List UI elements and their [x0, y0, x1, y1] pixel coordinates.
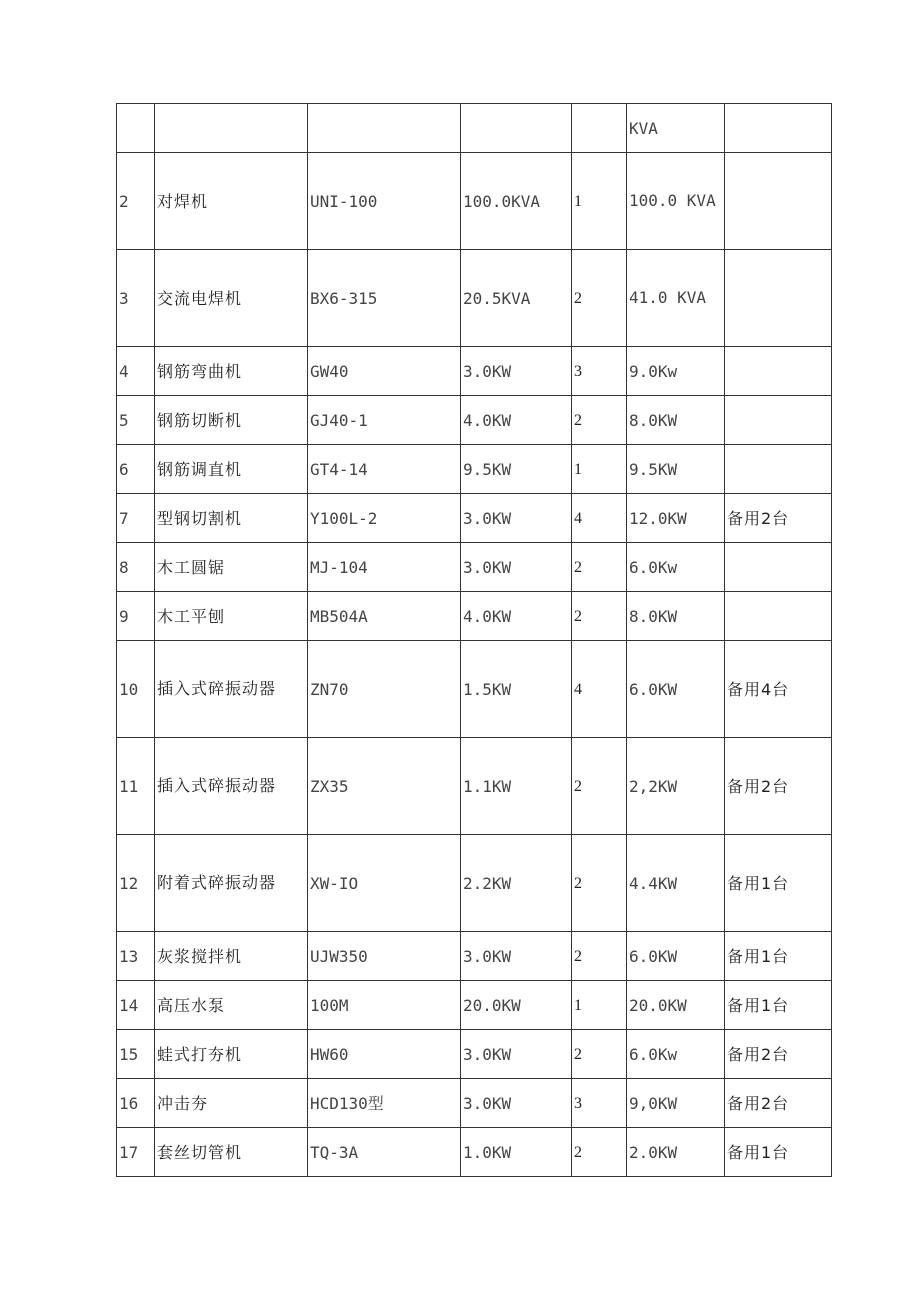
- table-row: [117, 592, 832, 641]
- cell-rated-power: 3.0KW: [461, 1079, 572, 1128]
- table-row: [117, 641, 832, 738]
- cell-model-number: ZX35: [308, 738, 461, 835]
- cell-equipment-name: 型钢切割机: [155, 494, 308, 543]
- table-row: [117, 494, 832, 543]
- cell-quantity: 2: [572, 738, 627, 835]
- cell-model-number: TQ-3A: [308, 1128, 461, 1177]
- cell-quantity: 2: [572, 1030, 627, 1079]
- cell-rated-power: 20.0KW: [461, 981, 572, 1030]
- cell-rated-power: [461, 104, 572, 153]
- cell-total-power: 8.0KW: [627, 396, 725, 445]
- table-row: [117, 981, 832, 1030]
- cell-row-number: 9: [117, 592, 155, 641]
- cell-remark: [725, 592, 832, 641]
- cell-total-power: 20.0KW: [627, 981, 725, 1030]
- cell-quantity: 2: [572, 396, 627, 445]
- cell-rated-power: 4.0KW: [461, 592, 572, 641]
- table-row: [117, 445, 832, 494]
- cell-remark: 备用2台: [725, 494, 832, 543]
- cell-row-number: 13: [117, 932, 155, 981]
- cell-equipment-name: 蛙式打夯机: [155, 1030, 308, 1079]
- cell-row-number: 12: [117, 835, 155, 932]
- cell-model-number: MJ-104: [308, 543, 461, 592]
- cell-row-number: 15: [117, 1030, 155, 1079]
- table-row: [117, 153, 832, 250]
- cell-row-number: [117, 104, 155, 153]
- cell-rated-power: 100.0KVA: [461, 153, 572, 250]
- cell-total-power: 6.0KW: [627, 932, 725, 981]
- cell-rated-power: 1.0KW: [461, 1128, 572, 1177]
- cell-row-number: 8: [117, 543, 155, 592]
- equipment-table-body: [117, 104, 832, 1177]
- cell-row-number: 2: [117, 153, 155, 250]
- cell-model-number: GT4-14: [308, 445, 461, 494]
- cell-rated-power: 9.5KW: [461, 445, 572, 494]
- table-row: [117, 104, 832, 153]
- table-row: [117, 1079, 832, 1128]
- cell-quantity: 2: [572, 543, 627, 592]
- cell-equipment-name: 高压水泵: [155, 981, 308, 1030]
- cell-quantity: 4: [572, 641, 627, 738]
- cell-quantity: 1: [572, 153, 627, 250]
- table-row: [117, 347, 832, 396]
- cell-rated-power: 2.2KW: [461, 835, 572, 932]
- cell-equipment-name: 插入式碎振动器: [155, 738, 308, 835]
- cell-row-number: 5: [117, 396, 155, 445]
- cell-equipment-name: 套丝切管机: [155, 1128, 308, 1177]
- cell-model-number: ZN70: [308, 641, 461, 738]
- cell-total-power: 6.0Kw: [627, 543, 725, 592]
- cell-equipment-name: 钢筋切断机: [155, 396, 308, 445]
- cell-row-number: 4: [117, 347, 155, 396]
- cell-quantity: 2: [572, 250, 627, 347]
- table-row: [117, 738, 832, 835]
- cell-total-power: 2.0KW: [627, 1128, 725, 1177]
- cell-remark: [725, 153, 832, 250]
- cell-total-power: 41.0 KVA: [627, 250, 725, 347]
- cell-equipment-name: 木工平刨: [155, 592, 308, 641]
- cell-rated-power: 1.1KW: [461, 738, 572, 835]
- cell-equipment-name: 插入式碎振动器: [155, 641, 308, 738]
- cell-rated-power: 3.0KW: [461, 494, 572, 543]
- cell-model-number: 100M: [308, 981, 461, 1030]
- cell-remark: 备用1台: [725, 932, 832, 981]
- cell-equipment-name: 冲击夯: [155, 1079, 308, 1128]
- cell-model-number: MB504A: [308, 592, 461, 641]
- cell-model-number: UNI-100: [308, 153, 461, 250]
- cell-total-power: 6.0KW: [627, 641, 725, 738]
- table-row: [117, 396, 832, 445]
- cell-remark: [725, 250, 832, 347]
- cell-rated-power: 20.5KVA: [461, 250, 572, 347]
- cell-model-number: GW40: [308, 347, 461, 396]
- cell-rated-power: 3.0KW: [461, 543, 572, 592]
- cell-equipment-name: 灰浆搅拌机: [155, 932, 308, 981]
- equipment-table: [116, 103, 832, 1177]
- cell-remark: [725, 396, 832, 445]
- cell-model-number: HW60: [308, 1030, 461, 1079]
- cell-row-number: 10: [117, 641, 155, 738]
- cell-equipment-name: [155, 104, 308, 153]
- cell-equipment-name: 钢筋弯曲机: [155, 347, 308, 396]
- cell-rated-power: 3.0KW: [461, 932, 572, 981]
- cell-row-number: 7: [117, 494, 155, 543]
- cell-total-power: 8.0KW: [627, 592, 725, 641]
- cell-remark: 备用1台: [725, 835, 832, 932]
- cell-model-number: [308, 104, 461, 153]
- table-row: [117, 835, 832, 932]
- cell-rated-power: 1.5KW: [461, 641, 572, 738]
- cell-row-number: 17: [117, 1128, 155, 1177]
- cell-total-power: 6.0Kw: [627, 1030, 725, 1079]
- table-row: [117, 250, 832, 347]
- cell-remark: [725, 104, 832, 153]
- cell-model-number: HCD130型: [308, 1079, 461, 1128]
- cell-model-number: Y100L-2: [308, 494, 461, 543]
- cell-row-number: 16: [117, 1079, 155, 1128]
- cell-rated-power: 3.0KW: [461, 347, 572, 396]
- cell-total-power: 100.0 KVA: [627, 153, 725, 250]
- cell-total-power: 9.0Kw: [627, 347, 725, 396]
- cell-equipment-name: 对焊机: [155, 153, 308, 250]
- cell-equipment-name: 附着式碎振动器: [155, 835, 308, 932]
- cell-model-number: XW-IO: [308, 835, 461, 932]
- cell-remark: 备用1台: [725, 1128, 832, 1177]
- cell-remark: 备用4台: [725, 641, 832, 738]
- cell-total-power: 9.5KW: [627, 445, 725, 494]
- cell-total-power: 2,2KW: [627, 738, 725, 835]
- cell-quantity: 3: [572, 347, 627, 396]
- cell-remark: [725, 347, 832, 396]
- cell-quantity: 4: [572, 494, 627, 543]
- cell-row-number: 11: [117, 738, 155, 835]
- cell-rated-power: 3.0KW: [461, 1030, 572, 1079]
- cell-row-number: 6: [117, 445, 155, 494]
- cell-rated-power: 4.0KW: [461, 396, 572, 445]
- table-row: [117, 932, 832, 981]
- cell-quantity: 2: [572, 835, 627, 932]
- cell-row-number: 14: [117, 981, 155, 1030]
- table-row: [117, 543, 832, 592]
- cell-remark: 备用2台: [725, 1030, 832, 1079]
- cell-quantity: 2: [572, 1128, 627, 1177]
- cell-model-number: GJ40-1: [308, 396, 461, 445]
- cell-remark: [725, 543, 832, 592]
- cell-quantity: [572, 104, 627, 153]
- table-row: [117, 1128, 832, 1177]
- cell-model-number: UJW350: [308, 932, 461, 981]
- cell-equipment-name: 木工圆锯: [155, 543, 308, 592]
- cell-equipment-name: 交流电焊机: [155, 250, 308, 347]
- cell-total-power: 9,0KW: [627, 1079, 725, 1128]
- cell-row-number: 3: [117, 250, 155, 347]
- cell-quantity: 1: [572, 981, 627, 1030]
- cell-equipment-name: 钢筋调直机: [155, 445, 308, 494]
- cell-remark: 备用2台: [725, 1079, 832, 1128]
- cell-quantity: 2: [572, 932, 627, 981]
- cell-quantity: 1: [572, 445, 627, 494]
- cell-quantity: 3: [572, 1079, 627, 1128]
- cell-total-power: 4.4KW: [627, 835, 725, 932]
- cell-total-power: 12.0KW: [627, 494, 725, 543]
- table-row: [117, 1030, 832, 1079]
- cell-total-power: KVA: [627, 104, 725, 153]
- cell-quantity: 2: [572, 592, 627, 641]
- cell-remark: 备用2台: [725, 738, 832, 835]
- cell-model-number: BX6-315: [308, 250, 461, 347]
- cell-remark: [725, 445, 832, 494]
- cell-remark: 备用1台: [725, 981, 832, 1030]
